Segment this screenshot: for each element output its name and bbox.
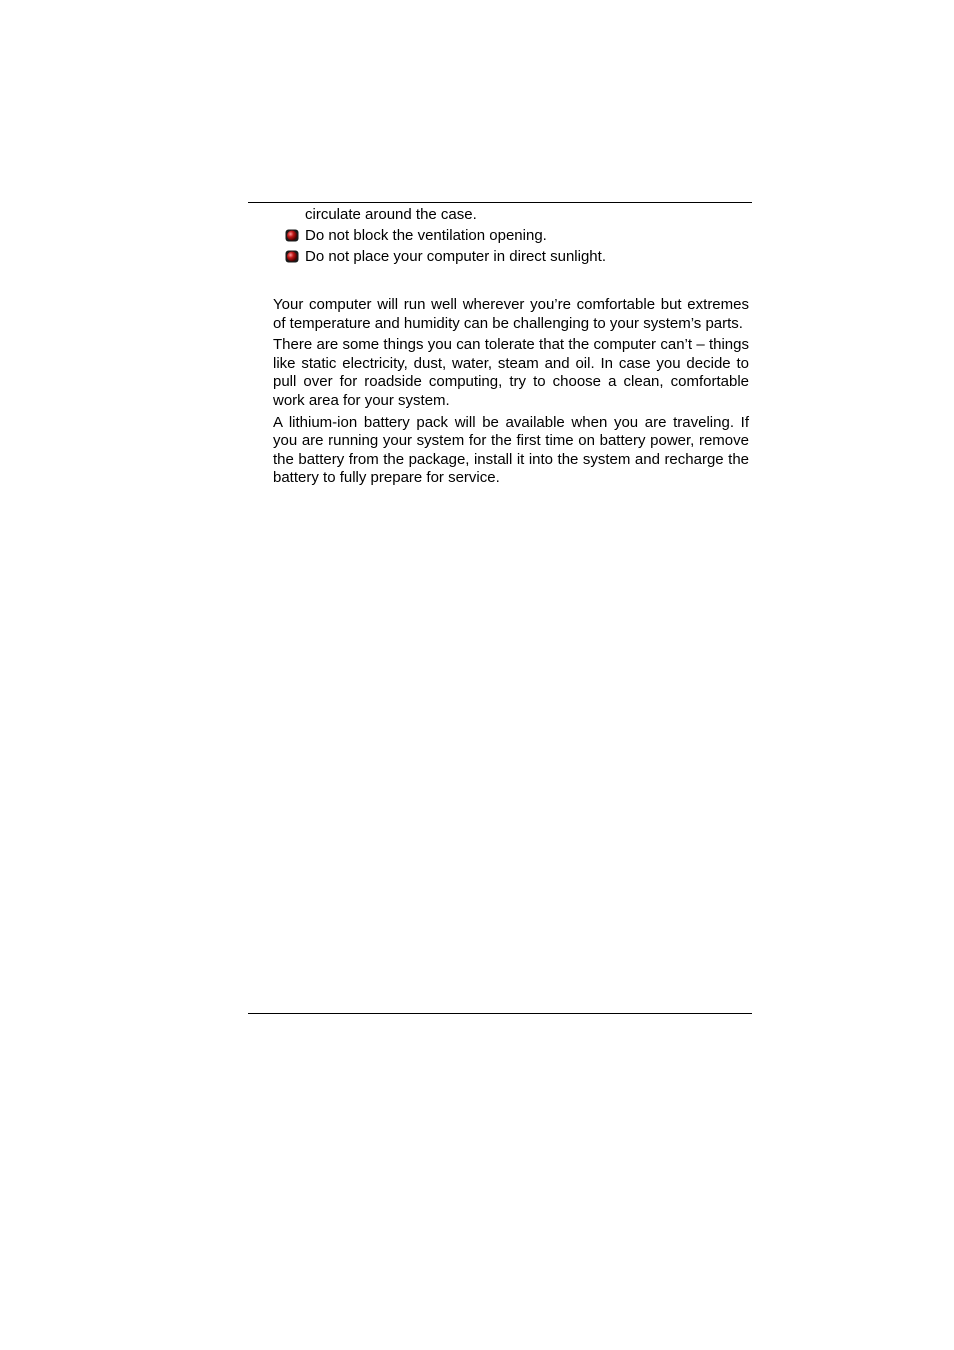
paragraph-battery: A lithium-ion battery pack will be available when you are traveling. If you are running your system for the first time on battery power, remove the battery from the package, install it into the system and recharge the battery to fully prepare for service.: [273, 413, 749, 487]
bullet-item: [283, 226, 753, 247]
bullet-text: Do not block the ventilation opening.: [305, 227, 547, 244]
bullet-item: [283, 247, 753, 268]
bullet-list: [283, 226, 753, 268]
bullet-continuation-text: circulate around the case.: [305, 206, 477, 223]
body-text: [273, 296, 749, 491]
red-sphere-bullet-icon: [285, 229, 299, 242]
paragraph-temperature: Your computer will run well wherever you’re comfortable but extremes of temperature and humidity can be challenging to your system’s parts.: [273, 296, 749, 332]
header-rule: [248, 202, 752, 203]
red-sphere-bullet-icon: [285, 250, 299, 263]
paragraph-environment: There are some things you can tolerate that the computer can’t – things like static electricity, dust, water, steam and oil. In case you decide to pull over for roadside computing, try to choose a clean, comfortable work area for your system.: [273, 336, 749, 409]
footer-rule: [248, 1013, 752, 1014]
bullet-text: Do not place your computer in direct sunlight.: [305, 248, 606, 265]
